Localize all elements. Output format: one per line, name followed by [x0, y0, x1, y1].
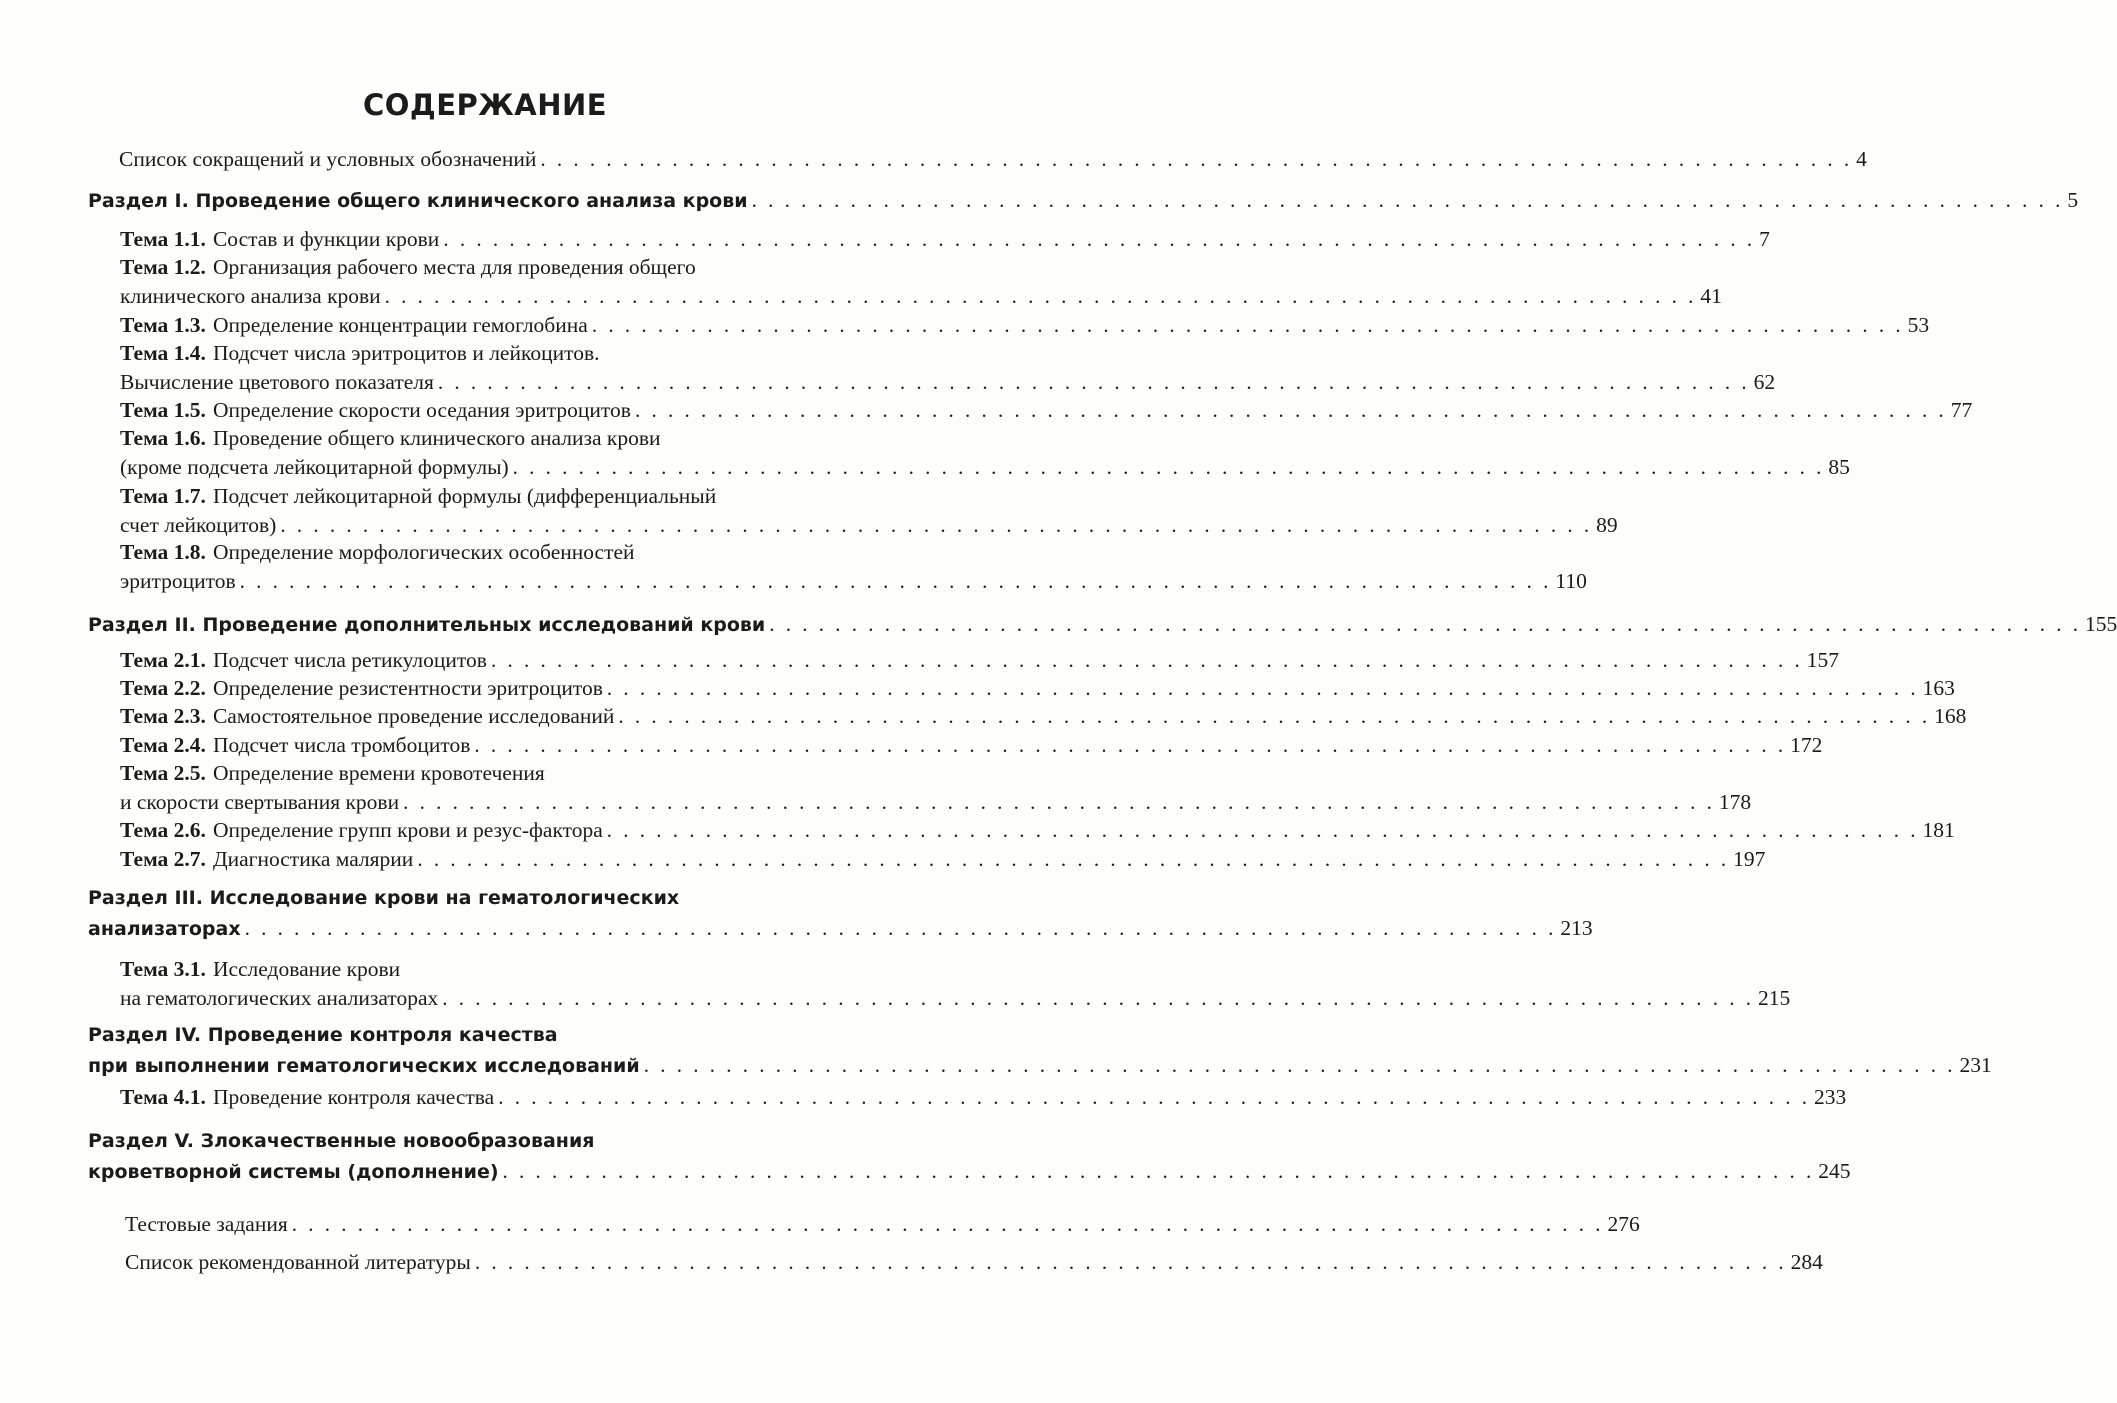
topic-number: Тема 1.8. [120, 540, 206, 564]
dot-leader: . . . . . . . . . . . . . . . . . . . . . . . . . . . . . . . . . . . . . . . . . . . . . . . . . . . . . . . . . . . . . . . . . . . . . . . . . . . . . . . . [239, 569, 1552, 593]
entry-title: Определение скорости оседания эритроцитов [212, 398, 631, 422]
page-number: 157 [1806, 648, 1839, 672]
toc-entry-line [88, 887, 679, 917]
page-number: 168 [1934, 704, 1967, 728]
toc-entry-line [120, 426, 661, 456]
toc-entry-line-last [120, 1085, 1847, 1115]
page-number: 178 [1718, 790, 1752, 814]
page-number: 155 [2085, 612, 2117, 636]
dot-leader: . . . . . . . . . . . . . . . . . . . . . . . . . . . . . . . . . . . . . . . . . . . . . . . . . . . . . . . . . . . . . . . . . . . . . . . . . . . . . . . . [618, 704, 1931, 728]
dot-leader: . . . . . . . . . . . . . . . . . . . . . . . . . . . . . . . . . . . . . . . . . . . . . . . . . . . . . . . . . . . . . . . . . . . . . . . . . . . . . . . . [643, 1053, 1956, 1077]
toc-entry-line-last [120, 284, 1722, 314]
toc-entry-line-last [88, 1159, 1851, 1189]
entry-title: Исследование крови [212, 957, 401, 981]
toc-entry-line-last [125, 1250, 1823, 1280]
entry-title: Самостоятельное проведение исследований [212, 704, 615, 728]
toc-entry-line-last [120, 227, 1770, 257]
page-number: 215 [1758, 986, 1791, 1010]
dot-leader: . . . . . . . . . . . . . . . . . . . . . . . . . . . . . . . . . . . . . . . . . . . . . . . . . . . . . . . . . . . . . . . . . . . . . . . . . . . . . . . . [443, 227, 1756, 251]
dot-leader: . . . . . . . . . . . . . . . . . . . . . . . . . . . . . . . . . . . . . . . . . . . . . . . . . . . . . . . . . . . . . . . . . . . . . . . . . . . . . . . . [540, 147, 1853, 171]
dot-leader: . . . . . . . . . . . . . . . . . . . . . . . . . . . . . . . . . . . . . . . . . . . . . . . . . . . . . . . . . . . . . . . . . . . . . . . . . . . . . . . . [442, 986, 1754, 1010]
toc-entry-line-last [120, 513, 1618, 543]
dot-leader: . . . . . . . . . . . . . . . . . . . . . . . . . . . . . . . . . . . . . . . . . . . . . . . . . . . . . . . . . . . . . . . . . . . . . . . . . . . . . . . . [634, 398, 1947, 422]
entry-title: на гематологических анализаторах [120, 986, 439, 1010]
topic-number: Тема 2.7. [120, 847, 206, 871]
page-number: 197 [1733, 847, 1766, 871]
page-number: 233 [1813, 1085, 1847, 1109]
page-number: 245 [1818, 1159, 1851, 1183]
toc-entry-line [88, 1024, 558, 1054]
toc-entry-line-last [120, 704, 1967, 734]
entry-title: (кроме подсчета лейкоцитарной формулы) [120, 455, 509, 479]
entry-title: Список рекомендованной литературы [125, 1250, 471, 1274]
page-title: СОДЕРЖАНИЕ [362, 88, 608, 122]
topic-number: Тема 2.3. [120, 704, 206, 728]
page-number: 181 [1922, 818, 1955, 842]
topic-number: Тема 2.2. [120, 676, 206, 700]
toc-entry-line [88, 1130, 594, 1160]
entry-title: Вычисление цветового показателя [120, 370, 434, 394]
topic-number: Тема 2.5. [120, 761, 206, 785]
toc-entry-line-last [120, 818, 1955, 848]
toc-entry-line-last [88, 612, 2117, 642]
topic-number: Тема 1.3. [120, 313, 206, 337]
page-number: 7 [1759, 227, 1770, 251]
entry-title: Подсчет числа тромбоцитов [212, 733, 471, 757]
entry-title: Диагностика малярии [212, 847, 414, 871]
entry-title: Определение времени кровотечения [212, 761, 545, 785]
dot-leader: . . . . . . . . . . . . . . . . . . . . . . . . . . . . . . . . . . . . . . . . . . . . . . . . . . . . . . . . . . . . . . . . . . . . . . . . . . . . . . . . [417, 847, 1730, 871]
dot-leader: . . . . . . . . . . . . . . . . . . . . . . . . . . . . . . . . . . . . . . . . . . . . . . . . . . . . . . . . . . . . . . . . . . . . . . . . . . . . . . . . [512, 455, 1825, 479]
dot-leader: . . . . . . . . . . . . . . . . . . . . . . . . . . . . . . . . . . . . . . . . . . . . . . . . . . . . . . . . . . . . . . . . . . . . . . . . . . . . . . . . [291, 1212, 1604, 1236]
toc-entry-line [120, 484, 716, 514]
dot-leader: . . . . . . . . . . . . . . . . . . . . . . . . . . . . . . . . . . . . . . . . . . . . . . . . . . . . . . . . . . . . . . . . . . . . . . . . . . . . . . . . [606, 818, 1919, 842]
entry-title: Список сокращений и условных обозначений [119, 147, 537, 171]
topic-number: Тема 2.1. [120, 648, 206, 672]
topic-number: Тема 1.5. [120, 398, 206, 422]
toc-entry-line [120, 761, 545, 791]
entry-title: Определение концентрации гемоглобина [212, 313, 588, 337]
toc-entry-line-last [88, 1053, 1992, 1083]
page-number: 41 [1700, 284, 1722, 308]
section-title: кроветворной системы (дополнение) [88, 1161, 499, 1183]
toc-entry-line-last [120, 790, 1752, 820]
section-title: Раздел I. Проведение общего клинического анализа крови [88, 190, 748, 212]
toc-entry-line-last [120, 733, 1823, 763]
section-title: анализаторах [88, 918, 241, 940]
entry-title: Проведение общего клинического анализа крови [212, 426, 661, 450]
toc-entry-line-last [120, 569, 1587, 599]
page-number: 284 [1790, 1250, 1823, 1274]
dot-leader: . . . . . . . . . . . . . . . . . . . . . . . . . . . . . . . . . . . . . . . . . . . . . . . . . . . . . . . . . . . . . . . . . . . . . . . . . . . . . . . . [490, 648, 1803, 672]
topic-number: Тема 1.7. [120, 484, 206, 508]
dot-leader: . . . . . . . . . . . . . . . . . . . . . . . . . . . . . . . . . . . . . . . . . . . . . . . . . . . . . . . . . . . . . . . . . . . . . . . . . . . . . . . . [474, 1250, 1787, 1274]
topic-number: Тема 1.2. [120, 255, 206, 279]
topic-number: Тема 1.6. [120, 426, 206, 450]
entry-title: и скорости свертывания крови [120, 790, 400, 814]
toc-entry-line-last [120, 986, 1791, 1016]
entry-title: Определение морфологических особенностей [212, 540, 635, 564]
toc-entry-line [120, 957, 400, 987]
dot-leader: . . . . . . . . . . . . . . . . . . . . . . . . . . . . . . . . . . . . . . . . . . . . . . . . . . . . . . . . . . . . . . . . . . . . . . . . . . . . . . . . [502, 1159, 1815, 1183]
topic-number: Тема 1.1. [120, 227, 206, 251]
toc-entry-line-last [120, 370, 1776, 400]
page-number: 110 [1555, 569, 1587, 593]
entry-title: счет лейкоцитов) [120, 513, 277, 537]
entry-title: Определение групп крови и резус-фактора [212, 818, 603, 842]
section-title: Раздел V. Злокачественные новообразования [88, 1130, 595, 1152]
page-number: 163 [1922, 676, 1955, 700]
toc-entry-line-last [120, 313, 1930, 343]
page-number: 77 [1950, 398, 1973, 422]
dot-leader: . . . . . . . . . . . . . . . . . . . . . . . . . . . . . . . . . . . . . . . . . . . . . . . . . . . . . . . . . . . . . . . . . . . . . . . . . . . . . . . . [498, 1085, 1810, 1109]
page-number: 231 [1959, 1053, 1992, 1077]
toc-entry-line-last [120, 398, 1973, 428]
dot-leader: . . . . . . . . . . . . . . . . . . . . . . . . . . . . . . . . . . . . . . . . . . . . . . . . . . . . . . . . . . . . . . . . . . . . . . . . . . . . . . . . [769, 612, 2081, 636]
topic-number: Тема 2.4. [120, 733, 206, 757]
toc-entry-line-last [88, 916, 1593, 946]
page-number: 89 [1596, 513, 1618, 537]
entry-title: Организация рабочего места для проведения общего [212, 255, 696, 279]
entry-title: Подсчет лейкоцитарной формулы (дифференциальный [212, 484, 717, 508]
toc-entry-line-last [125, 1212, 1640, 1242]
entry-title: клинического анализа крови [120, 284, 381, 308]
entry-title: Тестовые задания [125, 1212, 288, 1236]
topic-number: Тема 4.1. [120, 1085, 206, 1109]
topic-number: Тема 2.6. [120, 818, 206, 842]
page-number: 276 [1607, 1212, 1640, 1236]
entry-title: Состав и функции крови [212, 227, 440, 251]
page-number: 4 [1856, 147, 1867, 171]
dot-leader: . . . . . . . . . . . . . . . . . . . . . . . . . . . . . . . . . . . . . . . . . . . . . . . . . . . . . . . . . . . . . . . . . . . . . . . . . . . . . . . . [474, 733, 1787, 757]
toc-entry-line-last [120, 847, 1766, 877]
page-number: 5 [2067, 188, 2079, 212]
toc-entry-line [120, 341, 600, 371]
dot-leader: . . . . . . . . . . . . . . . . . . . . . . . . . . . . . . . . . . . . . . . . . . . . . . . . . . . . . . . . . . . . . . . . . . . . . . . . . . . . . . . . [437, 370, 1750, 394]
toc-entry-line [120, 540, 635, 570]
entry-title: эритроцитов [120, 569, 236, 593]
toc-entry-line [120, 255, 696, 285]
section-title: Раздел II. Проведение дополнительных исследований крови [88, 614, 766, 636]
page-number: 172 [1790, 733, 1823, 757]
dot-leader: . . . . . . . . . . . . . . . . . . . . . . . . . . . . . . . . . . . . . . . . . . . . . . . . . . . . . . . . . . . . . . . . . . . . . . . . . . . . . . . . [244, 916, 1557, 940]
entry-title: Подсчет числа эритроцитов и лейкоцитов. [212, 341, 600, 365]
section-title: Раздел III. Исследование крови на гематологических [88, 887, 680, 909]
dot-leader: . . . . . . . . . . . . . . . . . . . . . . . . . . . . . . . . . . . . . . . . . . . . . . . . . . . . . . . . . . . . . . . . . . . . . . . . . . . . . . . . [403, 790, 1715, 814]
topic-number: Тема 1.4. [120, 341, 206, 365]
toc-entry-line-last [120, 455, 1850, 485]
toc-entry-line-last [120, 648, 1839, 678]
dot-leader: . . . . . . . . . . . . . . . . . . . . . . . . . . . . . . . . . . . . . . . . . . . . . . . . . . . . . . . . . . . . . . . . . . . . . . . . . . . . . . . . [606, 676, 1919, 700]
dot-leader: . . . . . . . . . . . . . . . . . . . . . . . . . . . . . . . . . . . . . . . . . . . . . . . . . . . . . . . . . . . . . . . . . . . . . . . . . . . . . . . . [384, 284, 1697, 308]
toc-entry-line-last [120, 676, 1955, 706]
dot-leader: . . . . . . . . . . . . . . . . . . . . . . . . . . . . . . . . . . . . . . . . . . . . . . . . . . . . . . . . . . . . . . . . . . . . . . . . . . . . . . . . [280, 513, 1593, 537]
page-number: 62 [1753, 370, 1776, 394]
section-title: при выполнении гематологических исследований [88, 1055, 640, 1077]
toc-entry-line-last [88, 188, 2079, 218]
dot-leader: . . . . . . . . . . . . . . . . . . . . . . . . . . . . . . . . . . . . . . . . . . . . . . . . . . . . . . . . . . . . . . . . . . . . . . . . . . . . . . . . [591, 313, 1904, 337]
entry-title: Определение резистентности эритроцитов [212, 676, 603, 700]
toc-entry-line-last [119, 147, 1867, 177]
entry-title: Проведение контроля качества [212, 1085, 495, 1109]
page-number: 53 [1907, 313, 1930, 337]
section-title: Раздел IV. Проведение контроля качества [88, 1024, 558, 1046]
entry-title: Подсчет числа ретикулоцитов [212, 648, 487, 672]
topic-number: Тема 3.1. [120, 957, 206, 981]
dot-leader: . . . . . . . . . . . . . . . . . . . . . . . . . . . . . . . . . . . . . . . . . . . . . . . . . . . . . . . . . . . . . . . . . . . . . . . . . . . . . . . . [751, 188, 2064, 212]
page-number: 85 [1828, 455, 1850, 479]
page-number: 213 [1560, 916, 1593, 940]
